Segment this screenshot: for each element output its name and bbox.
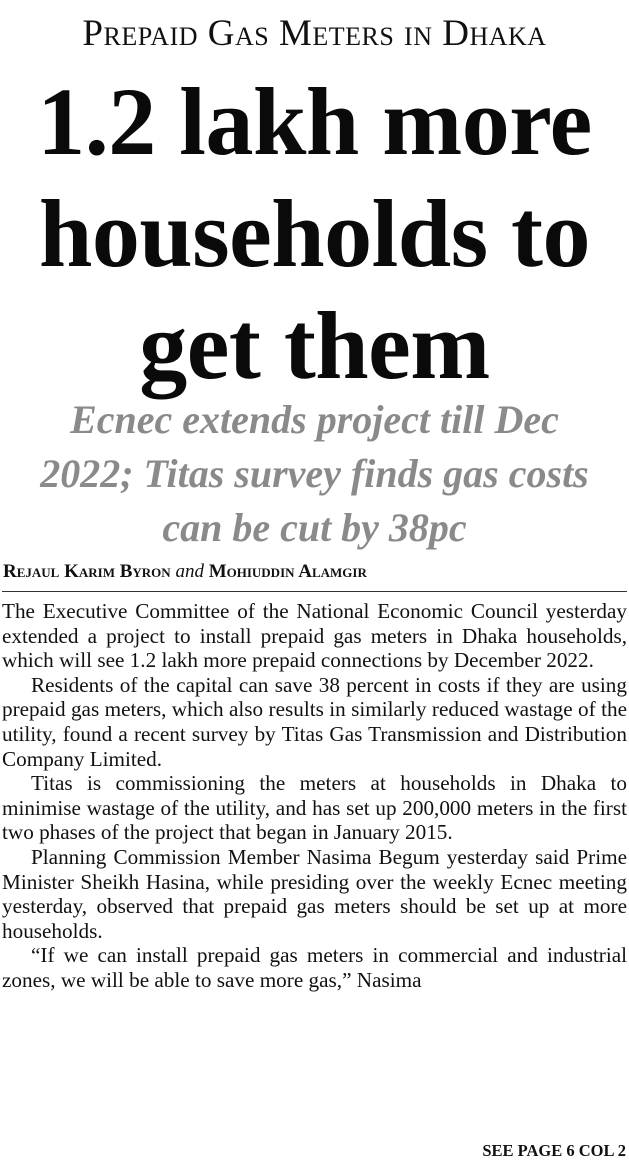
kicker: Prepaid Gas Meters in Dhaka	[82, 13, 547, 54]
article-paragraph: Titas is commissioning the meters at households in Dhaka to minimise wastage of the utility, and has set up 200,000 meters in the first two phases of the project that began in January 2015.	[2, 771, 627, 845]
byline-conjunction: and	[175, 561, 204, 582]
article-paragraph: Planning Commission Member Nasima Begum yesterday said Prime Minister Sheikh Hasina, while presiding over the weekly Ecnec meeting yesterday, observed that prepaid gas meters should be set up at more households.	[2, 844, 627, 943]
byline-author: Mohiuddin Alamgir	[208, 561, 367, 582]
headline-line: 1.2 lakh more	[37, 68, 592, 175]
byline-author: Rejaul Karim Byron	[3, 561, 171, 582]
article-paragraph: The Executive Committee of the National Economic Council yesterday extended a project to install prepaid gas meters in Dhaka households, which will see 1.2 lakh more prepaid connections by December 2022.	[2, 599, 627, 673]
subhead-line: 2022; Titas survey finds gas costs	[40, 451, 589, 496]
byline-rule	[2, 591, 627, 592]
article-body	[2, 599, 627, 993]
subhead	[0, 393, 629, 555]
headline	[0, 66, 629, 402]
headline-line: households to	[38, 180, 591, 287]
headline-line: get them	[139, 292, 490, 399]
byline	[3, 561, 367, 583]
subhead-line: Ecnec extends project till Dec	[70, 397, 559, 442]
article-paragraph: Residents of the capital can save 38 percent in costs if they are using prepaid gas meters, which also results in similarly reduced wastage of the utility, found a recent survey by Titas Gas Transmission and Distribution Company Limited.	[2, 672, 627, 771]
article-paragraph: “If we can install prepaid gas meters in commercial and industrial zones, we will be able to save more gas,” Nasima	[2, 943, 627, 992]
subhead-line: can be cut by 38pc	[162, 505, 467, 550]
jump-line[interactable]: SEE PAGE 6 COL 2	[482, 1141, 626, 1160]
